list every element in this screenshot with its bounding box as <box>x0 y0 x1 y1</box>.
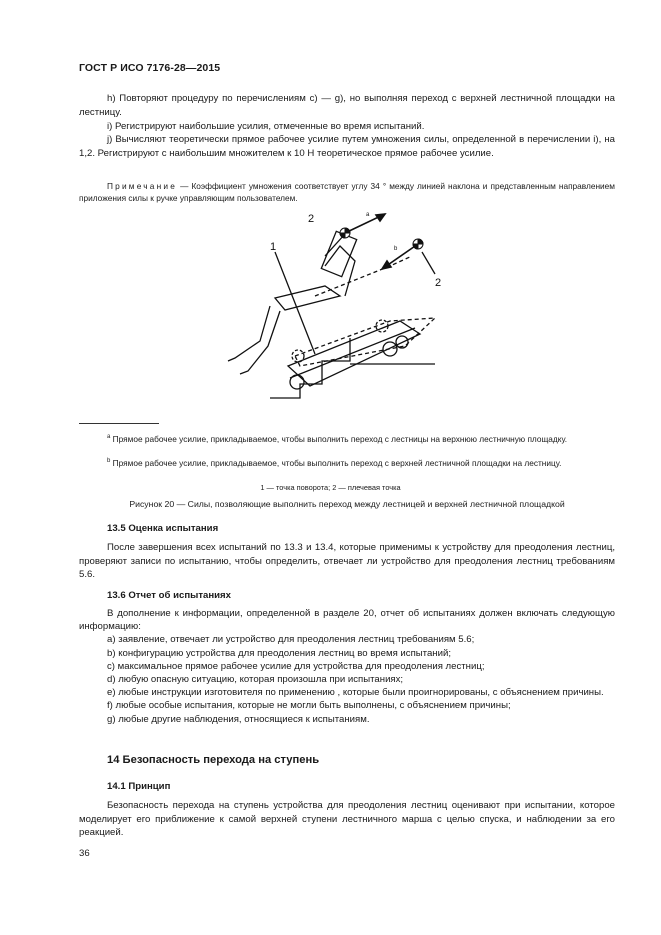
figure-caption: Рисунок 20 — Силы, позволяющие выполнить переход между лестницей и верхней лестничной площадкой <box>129 499 565 509</box>
figure-20-diagram <box>150 206 520 406</box>
dashed-position <box>295 318 435 366</box>
list-item: a) заявление, отвечает ли устройство для преодоления лестниц требованиям 5.6; <box>107 634 475 646</box>
wheel-front <box>290 375 304 389</box>
note-text: — Коэффициент умножения соответствует углу 34 ° между линией наклона и представленным направлением приложения силы к ручке управляющим пользователем. <box>79 181 615 203</box>
document-header: ГОСТ Р ИСО 7176-28—2015 <box>79 62 221 74</box>
footnote-b-mark: b <box>107 458 111 464</box>
footnote-separator <box>79 423 159 424</box>
footnote-a-mark: a <box>107 434 111 440</box>
paragraph-i: i) Регистрируют наибольшие усилия, отмеченные во время испытаний. <box>107 121 425 132</box>
force-mark-a: a <box>366 212 370 218</box>
paragraph-j: j) Вычисляют теоретически прямое рабочее усилие путем умножения силы, определенной в перечислении i), на 1,2. Регистрируют с наибольшим множителем к 10 Н теоретическое прямое рабочее усилие. <box>79 134 615 159</box>
label-2-right: 2 <box>435 277 442 289</box>
stair-steps <box>270 338 350 398</box>
list-item: b) конфигурацию устройства для преодоления лестниц во время испытаний; <box>107 647 451 659</box>
leader-line-1 <box>275 252 315 354</box>
list-item: e) любые инструкции изготовителя по применению , которые были проигнорированы, с объяснением причины. <box>107 687 604 699</box>
section-14-1-title: 14.1 Принцип <box>107 781 171 792</box>
section-14-1-text: Безопасность перехода на ступень устройства для преодоления лестниц оценивают при испытании, которое моделирует его приближение к самой верхней ступени лестничного марша с целью спуска, и наблюдении за его реакцией. <box>79 800 615 839</box>
force-mark-b: b <box>394 246 398 252</box>
section-13-6-intro: В дополнение к информации, определенной в разделе 20, отчет об испытаниях должен включать следующую информацию: <box>79 608 615 633</box>
leader-line-2b <box>422 252 435 274</box>
label-2-top: 2 <box>308 213 315 225</box>
section-13-6-title: 13.6 Отчет об испытаниях <box>107 590 231 601</box>
list-item: g) любые другие наблюдения, относящиеся к испытаниям. <box>107 713 370 725</box>
footnote-b-text: Прямое рабочее усилие, прикладываемое, чтобы выполнить переход с верхней лестничной площадки на лестницу. <box>110 457 562 468</box>
force-arrow-b-head <box>382 261 391 269</box>
dashed-handle <box>315 256 412 296</box>
list-item: c) максимальное прямое рабочее усилие для устройства для преодоления лестниц; <box>107 660 485 672</box>
leg-line <box>228 306 270 361</box>
list-item: d) любую опасную ситуацию, которая произошла при испытаниях; <box>107 674 404 686</box>
section-14-title: 14 Безопасность перехода на ступень <box>107 754 320 766</box>
section-13-5-text: После завершения всех испытаний по 13.3 и 13.4, которые применимы к устройству для преодоления лестниц, проверяют записи по испытанию, чтобы определить, отвечает ли устройство для преодоления лестниц требованиям 5.6. <box>79 542 615 581</box>
list-item: f) любые особые испытания, которые не могли быть выполнены, с объяснением причины; <box>107 700 511 712</box>
note <box>79 180 615 204</box>
page-number: 36 <box>79 848 90 859</box>
note-label: Примечание <box>107 181 178 191</box>
force-arrow-a-head <box>376 214 385 221</box>
footnote-a <box>79 431 615 445</box>
paragraph-h: h) Повторяют процедуру по перечислениям c) — g), но выполняя переход с верхней лестничной площадки на лестницу. <box>79 93 615 118</box>
footnote-b <box>79 455 615 469</box>
footnote-a-text: Прямое рабочее усилие, прикладываемое, чтобы выполнить переход с лестницы на верхнюю лестничную площадку. <box>110 433 568 444</box>
leg-line-2 <box>240 311 280 374</box>
wheel-mid <box>383 342 397 356</box>
label-1: 1 <box>270 241 277 253</box>
track-body <box>288 321 420 386</box>
figure-legend: 1 — точка поворота; 2 — плечевая точка <box>260 483 401 492</box>
section-13-6-body <box>79 607 615 726</box>
section-13-5-title: 13.5 Оценка испытания <box>107 523 219 534</box>
